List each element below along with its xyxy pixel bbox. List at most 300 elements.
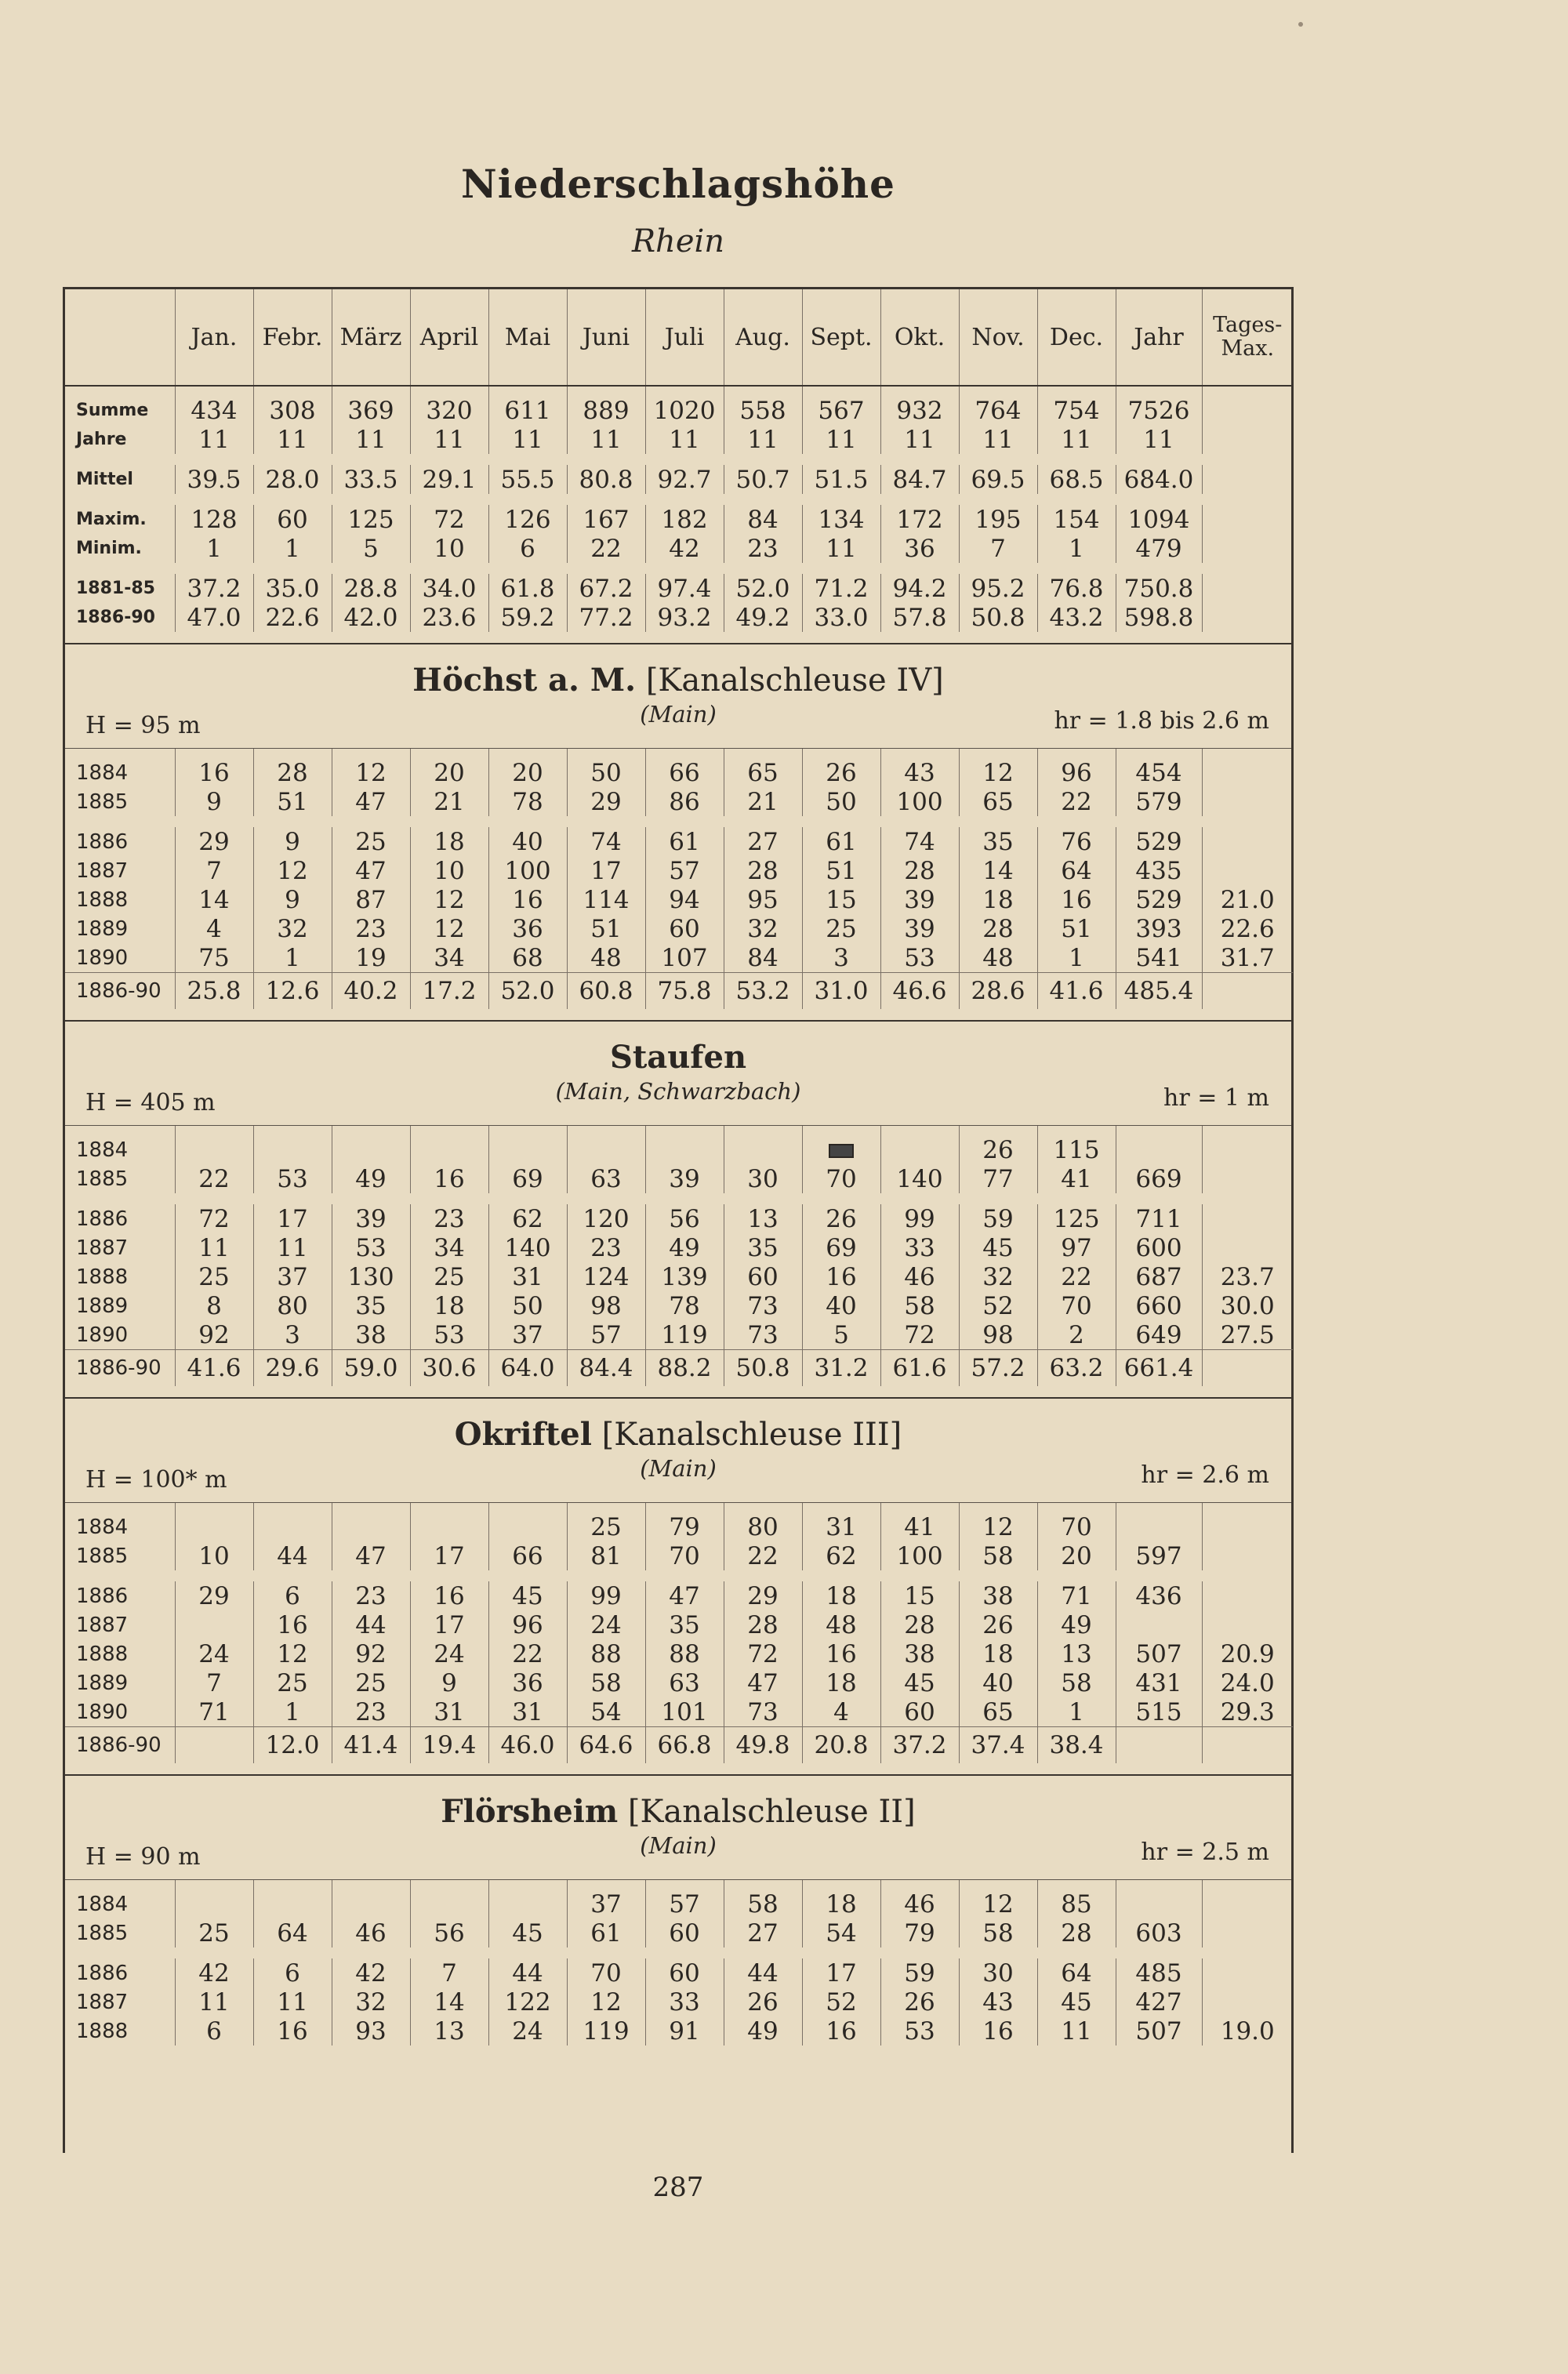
cell-value: 13 <box>410 2016 488 2045</box>
cell-value: 28 <box>880 856 959 885</box>
cell-value: 96 <box>1037 749 1116 787</box>
cell-value: 16 <box>253 1610 332 1639</box>
column-header <box>65 289 1293 387</box>
cell-value: 33 <box>645 1987 724 2016</box>
cell-value: 39 <box>332 1204 410 1233</box>
cell-value: 26 <box>724 1987 802 2016</box>
station-name-line <box>65 1416 1291 1453</box>
cell-value: 35 <box>645 1610 724 1639</box>
cell-value: 167 <box>567 505 645 534</box>
cell-value: 31.2 <box>802 1350 880 1387</box>
cell-value: 11 <box>175 1987 253 2016</box>
table-row <box>65 2016 1293 2045</box>
column-header-cell: Jan. <box>175 289 253 386</box>
table-row <box>65 1541 1293 1570</box>
cell-value <box>410 1880 488 1918</box>
cell-value: 58 <box>959 1541 1037 1570</box>
station-table <box>65 1880 1293 2056</box>
cell-value: 11 <box>880 425 959 454</box>
cell-value: 37 <box>567 1880 645 1918</box>
cell-value: 78 <box>645 1291 724 1320</box>
cell-value: 11 <box>253 425 332 454</box>
cell-value: 51 <box>802 856 880 885</box>
cell-value: 754 <box>1037 387 1116 425</box>
cell-value: 12.0 <box>253 1727 332 1764</box>
cell-value: 53 <box>410 1320 488 1350</box>
cell-value: 54 <box>802 1918 880 1947</box>
cell-value: 50 <box>802 787 880 816</box>
cell-value: 50.8 <box>724 1350 802 1387</box>
row-label: 1885 <box>76 1544 129 1568</box>
cell-value <box>253 1880 332 1918</box>
cell-value: 38 <box>332 1320 410 1350</box>
cell-value: 29 <box>175 1581 253 1610</box>
cell-value: 16 <box>488 885 567 914</box>
cell-value: 60.8 <box>567 973 645 1010</box>
cell-value: 687 <box>1116 1262 1202 1291</box>
table-row <box>65 603 1293 632</box>
cell-value: 30 <box>724 1164 802 1193</box>
cell-value: 31 <box>802 1503 880 1541</box>
cell-value: 99 <box>880 1204 959 1233</box>
station-river: (Main) <box>640 1455 717 1482</box>
table-row <box>65 1668 1293 1697</box>
cell-value: 56 <box>410 1918 488 1947</box>
cell-value: 7 <box>175 856 253 885</box>
row-spacer <box>65 1570 1293 1581</box>
column-header-cell: Dec. <box>1037 289 1116 386</box>
cell-value: 88 <box>645 1639 724 1668</box>
row-label: 1886 <box>76 1961 129 1985</box>
cell-value: 1 <box>1037 943 1116 973</box>
cell-value: 15 <box>880 1581 959 1610</box>
cell-value: 17 <box>410 1610 488 1639</box>
station-name-suffix: [Kanalschleuse IV] <box>645 662 944 699</box>
table-row <box>65 1880 1293 1918</box>
station-river: (Main, Schwarzbach) <box>555 1078 801 1105</box>
table-row <box>65 574 1293 603</box>
cell-value: 320 <box>410 387 488 425</box>
cell-value: 27 <box>724 827 802 856</box>
cell-value: 60 <box>645 914 724 943</box>
station-header <box>65 1397 1291 1503</box>
row-label: 1886-90 <box>65 1350 175 1387</box>
cell-value: 66 <box>645 749 724 787</box>
cell-value: 72 <box>410 505 488 534</box>
cell-value: 80.8 <box>567 465 645 494</box>
cell-value: 61 <box>802 827 880 856</box>
cell-value <box>1202 574 1293 603</box>
cell-value <box>175 1126 253 1164</box>
cell-value: 40 <box>488 827 567 856</box>
cell-value <box>1116 1727 1202 1764</box>
cell-value: 26 <box>880 1987 959 2016</box>
station-height: H = 405 m <box>85 1089 216 1116</box>
cell-value: 6 <box>175 2016 253 2045</box>
row-spacer <box>65 563 1293 574</box>
cell-value: 88.2 <box>645 1350 724 1387</box>
cell-value: 28 <box>1037 1918 1116 1947</box>
cell-value: 18 <box>410 827 488 856</box>
cell-value: 23 <box>332 914 410 943</box>
cell-value: 115 <box>1037 1126 1116 1164</box>
cell-value: 11 <box>488 425 567 454</box>
cell-value: 100 <box>488 856 567 885</box>
cell-value: 84 <box>724 943 802 973</box>
table-row <box>65 1233 1293 1262</box>
cell-value <box>1202 1204 1293 1233</box>
table-row <box>65 1639 1293 1668</box>
cell-value: 12 <box>959 1880 1037 1918</box>
cell-value: 25 <box>175 1262 253 1291</box>
station-river: (Main) <box>640 701 717 728</box>
page-title: Niederschlagshöhe <box>461 161 895 207</box>
cell-value: 41.4 <box>332 1727 410 1764</box>
cell-value: 24 <box>410 1639 488 1668</box>
cell-value: 73 <box>724 1697 802 1727</box>
cell-value: 1 <box>253 1697 332 1727</box>
cell-value <box>1202 1541 1293 1570</box>
cell-value: 37 <box>488 1320 567 1350</box>
cell-value: 126 <box>488 505 567 534</box>
cell-value: 41.6 <box>1037 973 1116 1010</box>
cell-value: 140 <box>488 1233 567 1262</box>
cell-value: 38.4 <box>1037 1727 1116 1764</box>
cell-value: 80 <box>724 1503 802 1541</box>
cell-value: 128 <box>175 505 253 534</box>
cell-value: 57.2 <box>959 1350 1037 1387</box>
cell-value: 21 <box>410 787 488 816</box>
cell-value: 39 <box>880 914 959 943</box>
cell-value: 27.5 <box>1202 1320 1293 1350</box>
cell-value: 7526 <box>1116 387 1202 425</box>
box-icon <box>829 1144 854 1158</box>
row-spacer <box>65 2045 1293 2056</box>
cell-value: 40 <box>802 1291 880 1320</box>
column-header-cell: Sept. <box>802 289 880 386</box>
table-row <box>65 1503 1293 1541</box>
cell-value: 669 <box>1116 1164 1202 1193</box>
row-label: Minim. <box>76 539 142 558</box>
cell-value: 14 <box>175 885 253 914</box>
cell-value <box>332 1880 410 1918</box>
row-label: Maxim. <box>76 510 147 529</box>
cell-value: 63.2 <box>1037 1350 1116 1387</box>
cell-value: 479 <box>1116 534 1202 563</box>
cell-value: 64.0 <box>488 1350 567 1387</box>
cell-value <box>1116 1880 1202 1918</box>
cell-value: 76 <box>1037 827 1116 856</box>
cell-value: 12 <box>332 749 410 787</box>
row-label: 1887 <box>76 1236 129 1260</box>
cell-value: 14 <box>410 1987 488 2016</box>
cell-value <box>1202 973 1293 1010</box>
station-name-suffix: [Kanalschleuse II] <box>627 1794 916 1830</box>
cell-value: 1 <box>253 534 332 563</box>
row-label: 1884 <box>76 1892 129 1916</box>
row-label: 1886 <box>76 1207 129 1231</box>
cell-value <box>175 1503 253 1541</box>
cell-value: 67.2 <box>567 574 645 603</box>
row-spacer <box>65 816 1293 827</box>
cell-value <box>253 1503 332 1541</box>
table-row <box>65 827 1293 856</box>
row-label: 1890 <box>76 946 129 970</box>
table-row <box>65 749 1293 787</box>
table-row <box>65 1320 1293 1350</box>
cell-value: 73 <box>724 1320 802 1350</box>
cell-value: 1 <box>253 943 332 973</box>
cell-value <box>724 1126 802 1164</box>
cell-value: 72 <box>880 1320 959 1350</box>
cell-value: 25 <box>802 914 880 943</box>
cell-value: 19 <box>332 943 410 973</box>
cell-value: 6 <box>253 1958 332 1987</box>
cell-value: 37.4 <box>959 1727 1037 1764</box>
cell-value: 16 <box>1037 885 1116 914</box>
cell-value: 37.2 <box>880 1727 959 1764</box>
cell-value <box>1202 1350 1293 1387</box>
cell-value: 31 <box>488 1262 567 1291</box>
cell-value: 1 <box>1037 1697 1116 1727</box>
cell-value: 48 <box>802 1610 880 1639</box>
cell-value: 84 <box>724 505 802 534</box>
column-header-cell: Okt. <box>880 289 959 386</box>
cell-value <box>488 1880 567 1918</box>
cell-value: 541 <box>1116 943 1202 973</box>
cell-value: 4 <box>802 1697 880 1727</box>
cell-value: 58 <box>724 1880 802 1918</box>
cell-value: 41.6 <box>175 1350 253 1387</box>
table-row <box>65 856 1293 885</box>
cell-value: 47 <box>332 1541 410 1570</box>
cell-value: 61 <box>645 827 724 856</box>
row-label: Mittel <box>76 470 133 489</box>
cell-value: 10 <box>410 534 488 563</box>
row-label: 1886 <box>76 829 129 854</box>
cell-value <box>332 1503 410 1541</box>
table-row <box>65 943 1293 973</box>
cell-value <box>1202 856 1293 885</box>
summary-table <box>65 387 1293 643</box>
cell-value: 21 <box>724 787 802 816</box>
cell-value: 91 <box>645 2016 724 2045</box>
row-label: 1885 <box>76 1921 129 1945</box>
cell-value: 12 <box>253 856 332 885</box>
cell-value <box>880 1126 959 1164</box>
cell-value: 68 <box>488 943 567 973</box>
cell-value: 30.6 <box>410 1350 488 1387</box>
cell-value: 52.0 <box>724 574 802 603</box>
cell-value: 77 <box>959 1164 1037 1193</box>
cell-value: 85 <box>1037 1880 1116 1918</box>
cell-value: 26 <box>802 1204 880 1233</box>
cell-value <box>1202 1727 1293 1764</box>
cell-value: 30 <box>959 1958 1037 1987</box>
cell-value: 661.4 <box>1116 1350 1202 1387</box>
cell-value: 42.0 <box>332 603 410 632</box>
cell-value: 45 <box>959 1233 1037 1262</box>
cell-value: 20 <box>410 749 488 787</box>
cell-value: 47 <box>332 856 410 885</box>
cell-value: 11 <box>175 1233 253 1262</box>
cell-value: 55.5 <box>488 465 567 494</box>
cell-value: 29.6 <box>253 1350 332 1387</box>
cell-value <box>1202 1958 1293 1987</box>
table-row <box>65 914 1293 943</box>
cell-value: 1 <box>1037 534 1116 563</box>
cell-value: 57 <box>567 1320 645 1350</box>
cell-value: 32 <box>959 1262 1037 1291</box>
cell-value: 23.6 <box>410 603 488 632</box>
cell-value: 10 <box>410 856 488 885</box>
cell-value: 76.8 <box>1037 574 1116 603</box>
station-name: Staufen <box>609 1039 747 1076</box>
cell-value: 17 <box>802 1958 880 1987</box>
cell-value: 36 <box>488 914 567 943</box>
cell-value: 65 <box>959 787 1037 816</box>
row-label: 1889 <box>76 1294 129 1318</box>
cell-value: 64.6 <box>567 1727 645 1764</box>
cell-value: 11 <box>802 425 880 454</box>
row-label: 1887 <box>76 858 129 883</box>
cell-value: 750.8 <box>1116 574 1202 603</box>
stations-container <box>65 643 1291 2056</box>
cell-value: 18 <box>802 1668 880 1697</box>
cell-value: 63 <box>567 1164 645 1193</box>
cell-value: 649 <box>1116 1320 1202 1350</box>
cell-value: 9 <box>253 827 332 856</box>
cell-value: 21.0 <box>1202 885 1293 914</box>
row-label: Jahre <box>76 430 127 449</box>
cell-value: 120 <box>567 1204 645 1233</box>
cell-value: 12 <box>567 1987 645 2016</box>
cell-value: 19.4 <box>410 1727 488 1764</box>
cell-value: 12.6 <box>253 973 332 1010</box>
station-table <box>65 1126 1293 1397</box>
row-spacer <box>65 1386 1293 1397</box>
cell-value: 70 <box>645 1541 724 1570</box>
cell-value: 22 <box>488 1639 567 1668</box>
cell-value: 529 <box>1116 827 1202 856</box>
station-name-suffix: [Kanalschleuse III] <box>601 1417 902 1453</box>
cell-value: 72 <box>175 1204 253 1233</box>
cell-value: 66.8 <box>645 1727 724 1764</box>
cell-value <box>488 1503 567 1541</box>
cell-value: 58 <box>959 1918 1037 1947</box>
cell-value: 29 <box>567 787 645 816</box>
cell-value <box>175 1610 253 1639</box>
row-label: 1890 <box>76 1700 129 1724</box>
row-spacer <box>65 1193 1293 1204</box>
cell-value: 92 <box>332 1639 410 1668</box>
cell-value: 9 <box>410 1668 488 1697</box>
cell-value: 94.2 <box>880 574 959 603</box>
cell-value: 28.0 <box>253 465 332 494</box>
column-header-cell: Nov. <box>959 289 1037 386</box>
cell-value: 660 <box>1116 1291 1202 1320</box>
cell-value: 45 <box>880 1668 959 1697</box>
cell-value: 32 <box>724 914 802 943</box>
cell-value: 53 <box>253 1164 332 1193</box>
cell-value: 44 <box>332 1610 410 1639</box>
cell-value: 39 <box>645 1164 724 1193</box>
cell-value: 47 <box>645 1581 724 1610</box>
cell-value: 71 <box>175 1697 253 1727</box>
cell-value: 46 <box>880 1880 959 1918</box>
cell-value: 49 <box>1037 1610 1116 1639</box>
cell-value: 23 <box>332 1581 410 1610</box>
cell-value: 454 <box>1116 749 1202 787</box>
table-row <box>65 1350 1293 1387</box>
cell-value: 44 <box>488 1958 567 1987</box>
table-row <box>65 465 1293 494</box>
cell-value: 64 <box>1037 1958 1116 1987</box>
cell-value: 41 <box>1037 1164 1116 1193</box>
table-row <box>65 1610 1293 1639</box>
column-header-cell: Juni <box>567 289 645 386</box>
row-label: 1890 <box>76 1323 129 1347</box>
cell-value: 25 <box>175 1918 253 1947</box>
cell-value: 16 <box>410 1164 488 1193</box>
cell-value: 24 <box>488 2016 567 2045</box>
cell-value: 22 <box>1037 1262 1116 1291</box>
cell-value: 17 <box>253 1204 332 1233</box>
station-header <box>65 1774 1291 1880</box>
cell-value: 393 <box>1116 914 1202 943</box>
station-name: Flörsheim <box>441 1793 619 1830</box>
cell-value: 50 <box>567 749 645 787</box>
cell-value: 122 <box>488 1987 567 2016</box>
row-label: 1888 <box>76 2019 129 2043</box>
column-header-cell: Febr. <box>253 289 332 386</box>
cell-value <box>1202 1918 1293 1947</box>
column-header-cell: Tages-Max. <box>1202 289 1293 386</box>
cell-value: 26 <box>959 1610 1037 1639</box>
cell-value <box>1202 387 1293 425</box>
table-row <box>65 1581 1293 1610</box>
cell-value: 95.2 <box>959 574 1037 603</box>
cell-value <box>1202 425 1293 454</box>
row-label: 1888 <box>76 888 129 912</box>
table-row <box>65 1126 1293 1164</box>
cell-value <box>253 1126 332 1164</box>
cell-value: 33.5 <box>332 465 410 494</box>
cell-value: 11 <box>645 425 724 454</box>
table-row <box>65 1918 1293 1947</box>
cell-value: 1094 <box>1116 505 1202 534</box>
cell-value: 61 <box>567 1918 645 1947</box>
cell-value <box>1202 465 1293 494</box>
cell-value: 79 <box>645 1503 724 1541</box>
row-label: 1889 <box>76 1671 129 1695</box>
row-spacer <box>65 1009 1293 1020</box>
cell-value: 65 <box>724 749 802 787</box>
cell-value: 28 <box>959 914 1037 943</box>
cell-value: 75.8 <box>645 973 724 1010</box>
cell-value: 61.8 <box>488 574 567 603</box>
cell-value: 11 <box>253 1233 332 1262</box>
cell-value: 49.2 <box>724 603 802 632</box>
cell-value: 60 <box>253 505 332 534</box>
cell-value: 97.4 <box>645 574 724 603</box>
cell-value: 57.8 <box>880 603 959 632</box>
station-table <box>65 1503 1293 1774</box>
cell-value: 16 <box>802 1262 880 1291</box>
cell-value: 19.0 <box>1202 2016 1293 2045</box>
cell-value: 134 <box>802 505 880 534</box>
cell-value: 59 <box>880 1958 959 1987</box>
